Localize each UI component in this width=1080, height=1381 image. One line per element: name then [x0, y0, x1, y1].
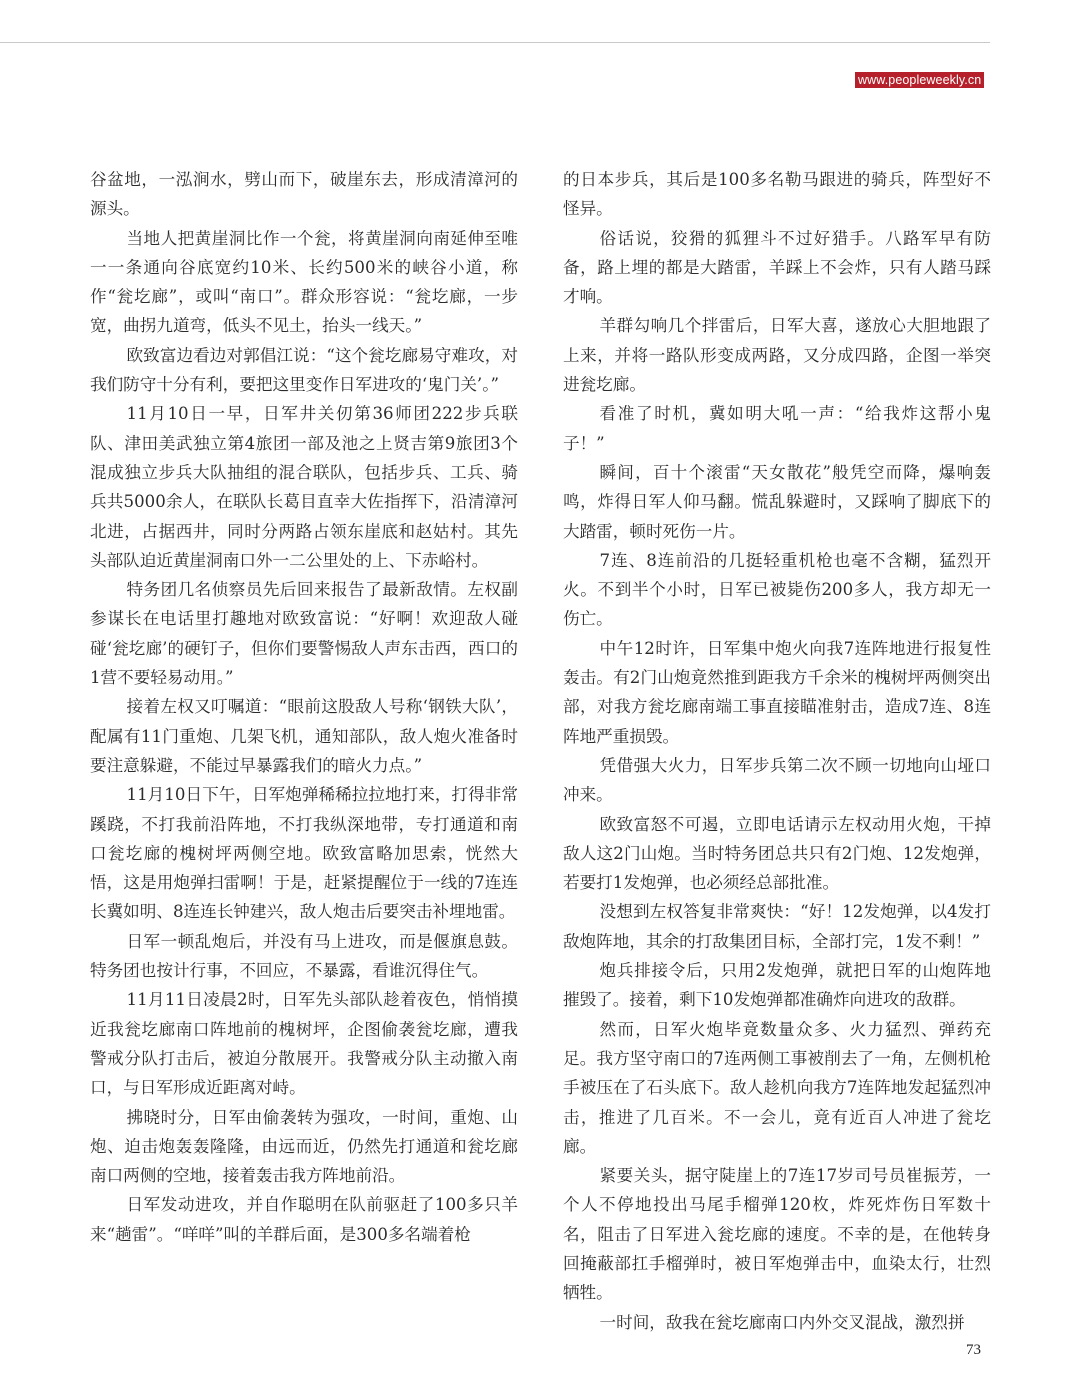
page-number: 73	[966, 1342, 981, 1358]
paragraph: 然而，日军火炮毕竟数量众多、火力猛烈、弹药充足。我方坚守南口的7连两侧工事被削去了一角，左侧机枪手被压在了石头底下。敌人趁机向我方7连阵地发起猛烈冲击，推进了几百米。不一会儿，竟有近百人冲进了瓮圪廊。	[563, 1019, 991, 1156]
paragraph: 特务团几名侦察员先后回来报告了最新敌情。左权副参谋长在电话里打趣地对欧致富说：“好啊！欢迎敌人碰碰‘瓮圪廊’的硬钉子，但你们要警惕敌人声东击西，西口的1营不要轻易动用。”	[90, 580, 518, 688]
paragraph: 凭借强大火力，日军步兵第二次不顾一切地向山垭口冲来。	[563, 755, 991, 805]
paragraph: 欧致富边看边对郭倡江说：“这个瓮圪廊易守难攻，对我们防守十分有利，要把这里变作日军进攻的‘鬼门关’。”	[90, 345, 518, 395]
paragraph: 谷盆地，一泓涧水，劈山而下，破崖东去，形成清漳河的源头。	[90, 170, 518, 219]
paragraph: 接着左权又叮嘱道：“眼前这股敌人号称‘钢铁大队’，配属有11门重炮、几架飞机，通知部队，敌人炮火准备时要注意躲避，不能过早暴露我们的暗火力点。”	[90, 697, 518, 775]
header-divider	[0, 42, 990, 43]
right-column	[563, 165, 991, 1337]
paragraph: 中午12时许，日军集中炮火向我7连阵地进行报复性轰击。有2门山炮竟然推到距我方千余米的槐树坪两侧突出部，对我方瓮圪廊南端工事直接瞄准射击，造成7连、8连阵地严重损毁。	[563, 638, 991, 746]
left-column	[90, 165, 518, 1249]
website-badge: www.peopleweekly.cn	[855, 72, 984, 88]
paragraph: 当地人把黄崖洞比作一个瓮，将黄崖洞向南延伸至唯一一条通向谷底宽约10米、长约500米的峡谷小道，称作“瓮圪廊”，或叫“南口”。群众形容说：“瓮圪廊，一步宽，曲拐九道弯，低头不见土，抬头一线天。”	[90, 228, 518, 336]
paragraph: 羊群勾响几个拌雷后，日军大喜，遂放心大胆地跟了上来，并将一路队形变成两路，又分成四路，企图一举突进瓮圪廊。	[563, 316, 991, 395]
paragraph: 紧要关头，据守陡崖上的7连17岁司号员崔振芳，一个人不停地投出马尾手榴弹120枚，炸死炸伤日军数十名，阻击了日军进入瓮圪廊的速度。不幸的是，在他转身回掩蔽部扛手榴弹时，被日军炮弹击中，血染太行，壮烈牺牲。	[563, 1166, 991, 1303]
paragraph: 拂晓时分，日军由偷袭转为强攻，一时间，重炮、山炮、迫击炮轰轰隆隆，由远而近，仍然先打通道和瓮圪廊南口两侧的空地，接着轰击我方阵地前沿。	[90, 1107, 518, 1186]
paragraph: 11月11日凌晨2时，日军先头部队趁着夜色，悄悄摸近我瓮圪廊南口阵地前的槐树坪，企图偷袭瓮圪廊，遭我警戒分队打击后，被迫分散展开。我警戒分队主动撤入南口，与日军形成近距离对峙。	[90, 990, 518, 1098]
paragraph: 11月10日一早，日军井关仞第36师团222步兵联队、津田美武独立第4旅团一部及池之上贤吉第9旅团3个混成独立步兵大队抽组的混合联队，包括步兵、工兵、骑兵共5000余人，在联队长葛目直幸大佐指挥下，沿清漳河北进，占据西井，同时分两路占领东崖底和赵姑村。其先头部队迫近黄崖洞南口外一二公里处的上、下赤峪村。	[90, 404, 518, 570]
paragraph: 7连、8连前沿的几挺轻重机枪也毫不含糊，猛烈开火。不到半个小时，日军已被毙伤200多人，我方却无一伤亡。	[563, 550, 991, 629]
paragraph: 11月10日下午，日军炮弹稀稀拉拉地打来，打得非常蹊跷，不打我前沿阵地，不打我纵深地带，专打通道和南口瓮圪廊的槐树坪两侧空地。欧致富略加思索，恍然大悟，这是用炮弹扫雷啊！于是，赶紧提醒位于一线的7连连长冀如明、8连连长钟建兴，敌人炮击后要突击补埋地雷。	[90, 785, 518, 922]
paragraph: 瞬间，百十个滚雷“天女散花”般凭空而降，爆响轰鸣，炸得日军人仰马翻。慌乱躲避时，又踩响了脚底下的大踏雷，顿时死伤一片。	[563, 462, 991, 541]
paragraph: 俗话说，狡猾的狐狸斗不过好猎手。八路军早有防备，路上埋的都是大踏雷，羊踩上不会炸，只有人踏马踩才响。	[563, 228, 991, 307]
paragraph: 炮兵排接令后，只用2发炮弹，就把日军的山炮阵地摧毁了。接着，剩下10发炮弹都准确炸向进攻的敌群。	[563, 961, 991, 1010]
paragraph: 的日本步兵，其后是100多名勒马跟进的骑兵，阵型好不怪异。	[563, 170, 991, 219]
paragraph: 欧致富怒不可遏，立即电话请示左权动用火炮，干掉敌人这2门山炮。当时特务团总共只有2门炮、12发炮弹，若要打1发炮弹，也必须经总部批准。	[563, 814, 991, 893]
paragraph: 日军一顿乱炮后，并没有马上进攻，而是偃旗息鼓。特务团也按计行事，不回应，不暴露，看谁沉得住气。	[90, 931, 518, 981]
paragraph: 一时间，敌我在瓮圪廊南口内外交叉混战，激烈拼	[599, 1312, 965, 1332]
paragraph: 没想到左权答复非常爽快：“好！12发炮弹，以4发打敌炮阵地，其余的打敌集团目标，全部打完，1发不剩！”	[563, 902, 991, 951]
paragraph: 看准了时机，冀如明大吼一声：“给我炸这帮小鬼子！”	[563, 404, 991, 453]
paragraph: 日军发动进攻，并自作聪明在队前驱赶了100多只羊来“趟雷”。“咩咩”叫的羊群后面，是300多名端着枪	[90, 1195, 518, 1244]
